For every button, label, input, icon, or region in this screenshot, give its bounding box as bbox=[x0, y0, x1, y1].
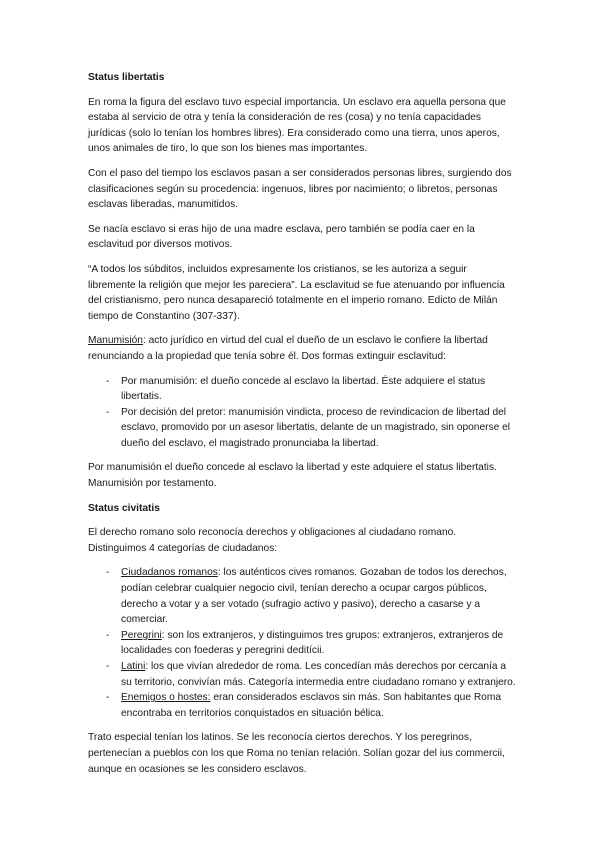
category-text: eran considerados esclavos sin más. Son habitantes que Roma encontraba en territorios conquistados en situación bélica. bbox=[121, 692, 501, 719]
paragraph: El derecho romano solo reconocía derechos y obligaciones al ciudadano romano. Distinguimos 4 categorías de ciudadanos: bbox=[88, 527, 457, 554]
list-item bbox=[88, 690, 516, 721]
category-text: : los que vivían alrededor de roma. Les concedían más derechos por cercanía a su territorio, convivían más. Categoría intermedia entre ciudadano romano y extranjero. bbox=[121, 661, 516, 688]
manumision-list bbox=[88, 374, 516, 452]
category-text: : son los extranjeros, y distinguimos tres grupos: extranjeros, extranjeros de localidades con foederas y peregrini deditícii. bbox=[121, 629, 504, 657]
manumision-definition bbox=[88, 333, 516, 364]
manumision-text: : acto jurídico en virtud del cual el dueño de un esclavo le confiere la libertad renunciando a la propiedad que tenía sobre él. Dos formas extinguir esclavitud: bbox=[88, 335, 488, 362]
paragraph: Se nacía esclavo si eras hijo de una madre esclava, pero también se podía caer en la esclavitud por diversos motivos. bbox=[88, 223, 475, 251]
category-term: Latini bbox=[121, 661, 146, 672]
list-item bbox=[88, 628, 516, 659]
category-term: Ciudadanos romanos bbox=[121, 567, 218, 579]
list-item: - Por decisión del pretor: manumisión vindicta, proceso de revindicacion de libertad del esclavo, promovido por un asesor libertatis, delante de un magistrado, sin oponerse el dueño del esclavo, el magistrado pronunciaba la libertad. bbox=[88, 405, 516, 452]
heading-status-libertatis: Status libertatis bbox=[88, 72, 165, 83]
heading-status-civitatis: Status civitatis bbox=[88, 502, 160, 514]
list-item: - Por manumisión: el dueño concede al esclavo la libertad. Éste adquiere el status libertatis. bbox=[88, 374, 516, 405]
document-body bbox=[88, 70, 516, 786]
category-term: Peregrini bbox=[121, 629, 162, 641]
paragraph: Por manumisión el dueño concede al esclavo la libertad y este adquiere el status libertatis. Manumisión por testamento. bbox=[88, 462, 497, 490]
citizen-categories-list bbox=[88, 565, 516, 721]
paragraph: Con el paso del tiempo los esclavos pasan a ser considerados personas libres, surgiendo dos clasificaciones según su procedencia: ingenuos, libres por nacimiento; o libretos, personas esclavas liberadas, manumitidos. bbox=[88, 167, 512, 211]
list-item bbox=[88, 659, 516, 690]
paragraph: Trato especial tenían los latinos. Se les reconocía ciertos derechos. Y los peregrinos, pertenecían a pueblos con los que Roma no tenían relación. Solían gozar del ius commercii, aunque en ocasiones se les considero esclavos. bbox=[88, 732, 505, 775]
manumision-term: Manumisión bbox=[88, 335, 143, 347]
category-term: Enemigos o hostes: bbox=[121, 692, 211, 704]
paragraph: “A todos los súbditos, incluidos expresamente los cristianos, se les autoriza a seguir libremente la religión que mejor les pareciera”. La esclavitud se fue atenuando por influencia del cristianismo, pero nunca desapareció totalmente en el imperio romano. Edicto de Milán tiempo de Constantino (307-337). bbox=[88, 263, 505, 322]
list-item bbox=[88, 565, 516, 627]
paragraph: En roma la figura del esclavo tuvo especial importancia. Un esclavo era aquella persona que estaba al servicio de otra y tenía la consideración de res (cosa) y no tenía capacidades jurídicas (solo lo tenían los hombres libres). Era considerado como una tierra, unos aperos, unos animales de tiro, lo que son los bienes mas importantes. bbox=[88, 96, 506, 155]
category-text: : los auténticos cives romanos. Gozaban de todos los derechos, podían celebrar cualquier negocio civil, tenían derecho a ocupar cargos públicos, derecho a votar y a ser votado (sufragio activo y pasivo), derecho a casarse y a comerciar. bbox=[121, 567, 507, 626]
